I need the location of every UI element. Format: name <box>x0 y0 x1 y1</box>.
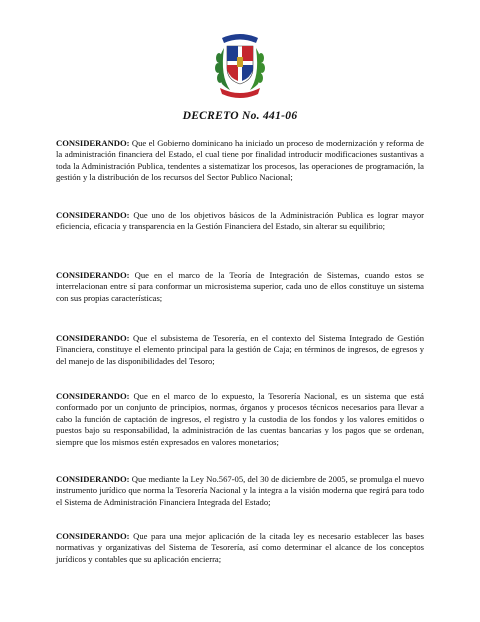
considerando-text: Que para una mejor aplicación de la citada ley es necesario establecer las bases normativas y organizativas del Sistema de Tesorería, así como determinar el alcance de los conceptos jurídicos y contables que su aplicación encierra; <box>56 531 424 564</box>
coat-of-arms-seal <box>210 28 270 100</box>
considerando-paragraph <box>56 474 424 508</box>
considerando-paragraph <box>56 531 424 565</box>
considerando-text: Que en el marco de lo expuesto, la Tesorería Nacional, es un sistema que está conformado por un conjunto de principios, normas, órganos y procesos técnicos necesarios para llevar a cabo la función de captación de ingresos, el registro y la custodia de los fondos y los valores emitidos o puestos bajo su responsabilidad, la administración de las cuentas bancarias y los pagos que se ordenan, siempre que los mismos estén expresados en valores monetarios; <box>56 391 424 447</box>
considerando-paragraph <box>56 270 424 304</box>
considerando-paragraph <box>56 138 424 184</box>
considerando-label: CONSIDERANDO: <box>56 474 130 484</box>
considerando-label: CONSIDERANDO: <box>56 391 130 401</box>
considerando-text: Que el Gobierno dominicano ha iniciado un proceso de modernización y reforma de la administración financiera del Estado, el cual tiene por finalidad introducir modificaciones sustantivas a toda la Administración Publica, tendentes a sistematizar los procesos, las operaciones de programación, la gestión y la distribución de los recursos del Sector Publico Nacional; <box>56 138 424 183</box>
considerando-label: CONSIDERANDO: <box>56 138 130 148</box>
decree-title: DECRETO No. 441-06 <box>182 110 298 122</box>
considerando-label: CONSIDERANDO: <box>56 531 130 541</box>
considerando-text: Que en el marco de la Teoría de Integración de Sistemas, cuando estos se interrelacionan entre sí para conformar un microsistema superior, cada uno de ellos constituye un sistema con sus propias características; <box>56 270 425 303</box>
considerando-paragraph <box>56 391 424 448</box>
considerando-label: CONSIDERANDO: <box>56 210 130 220</box>
considerando-label: CONSIDERANDO: <box>56 333 130 343</box>
considerando-paragraph <box>56 210 424 233</box>
considerando-text: Que el subsistema de Tesorería, en el contexto del Sistema Integrado de Gestión Financiera, constituye el elemento principal para la gestión de Caja; en términos de ingresos, de egresos y del manejo de las disponibilidades del Tesoro; <box>56 333 424 366</box>
considerando-label: CONSIDERANDO: <box>56 270 130 280</box>
considerando-text: Que mediante la Ley No.567-05, del 30 de diciembre de 2005, se promulga el nuevo instrumento jurídico que norma la Tesorería Nacional y la integra a la visión moderna que regirá para todo el Sistema de Administración Financiera Integrada del Estado; <box>56 474 424 507</box>
considerando-text: Que uno de los objetivos básicos de la Administración Publica es lograr mayor eficiencia, eficacia y transparencia en la Gestión Financiera del Estado, sin alterar su equilibrio; <box>56 210 424 232</box>
considerando-paragraph <box>56 333 424 367</box>
